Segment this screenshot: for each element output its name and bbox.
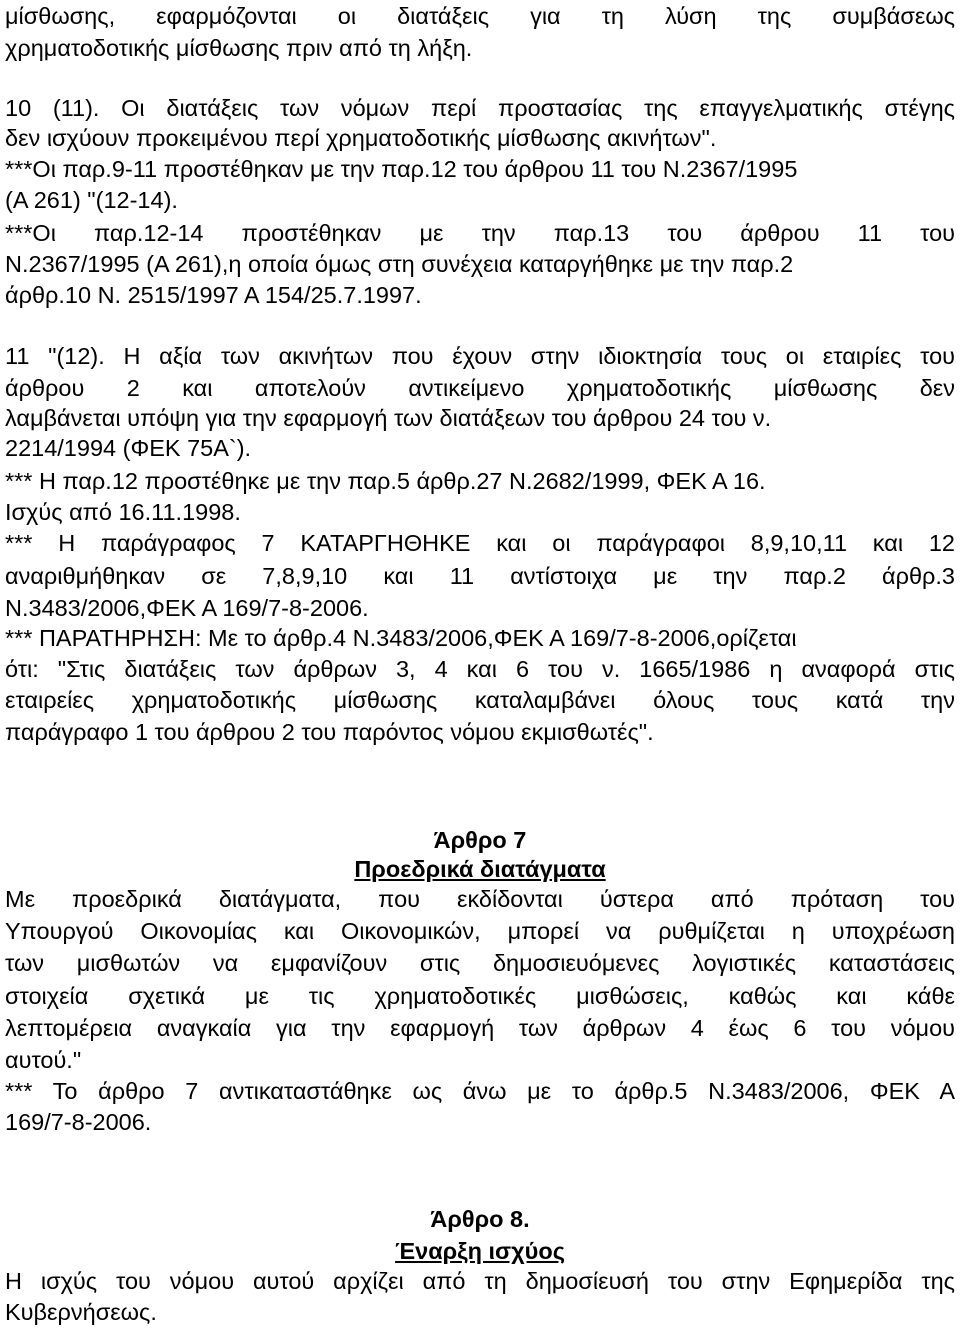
text-line: *** ΠΑΡΑΤΗΡΗΣΗ: Με το άρθρ.4 Ν.3483/2006,ΦΕΚ Α 169/7-8-2006,ορίζεται [5,625,797,651]
text-line: λαμβάνεται υπόψη για την εφαρμογή των διατάξεων του άρθρου 24 του ν. [5,405,772,431]
article-7-heading: Άρθρο 7 [433,827,527,853]
text-line: 169/7-8-2006. [5,1109,152,1135]
article-7-title-text: Προεδρικά διατάγματα [354,856,606,882]
text-line: Κυβερνήσεως. [5,1299,157,1325]
text-line: αναριθμήθηκαν σε 7,8,9,10 και 11 αντίστοιχα με την παρ.2 άρθρ.3 [5,563,955,589]
article-7-title [5,853,955,885]
text-line: Ισχύς από 16.11.1998. [5,499,241,525]
article-8-title-text: Έναρξη ισχύος [395,1238,565,1264]
text-line: Η ισχύς του νόμου αυτού αρχίζει από τη δημοσίευσή του στην Εφημερίδα της [5,1268,955,1294]
text-line: Ν.3483/2006,ΦΕΚ Α 169/7-8-2006. [5,595,369,621]
text-line: δεν ισχύουν προκειμένου περί χρηματοδοτικής μίσθωσης ακινήτων". [5,125,717,151]
text-line: *** Η παράγραφος 7 ΚΑΤΑΡΓΗΘΗΚΕ και οι παράγραφοι 8,9,10,11 και 12 [5,530,955,556]
article-8-heading: Άρθρο 8. [430,1206,530,1232]
text-line: ***Οι παρ.9-11 προστέθηκαν με την παρ.12 του άρθρου 11 του Ν.2367/1995 [5,156,798,182]
text-line: ***Οι παρ.12-14 προστέθηκαν με την παρ.13 του άρθρου 11 του [5,220,955,246]
text-line: Ν.2367/1995 (Α 261),η οποία όμως στη συνέχεια καταργήθηκε με την παρ.2 [5,251,794,277]
text-line: εταιρείες χρηματοδοτικής μίσθωσης καταλαμβάνει όλους τους κατά την [5,687,955,713]
text-line: Υπουργού Οικονομίας και Οικονομικών, μπορεί να ρυθμίζεται η υποχρέωση [5,918,955,944]
text-line: Με προεδρικά διατάγματα, που εκδίδονται ύστερα από πρόταση του [5,886,955,912]
text-line: των μισθωτών να εμφανίζουν στις δημοσιευόμενες λογιστικές καταστάσεις [5,950,955,976]
text-line: (Α 261) "(12-14). [5,187,178,213]
text-line: αυτού." [5,1047,82,1073]
article-8-title [5,1235,955,1267]
text-line: άρθρ.10 Ν. 2515/1997 Α 154/25.7.1997. [5,282,422,308]
text-line: άρθρου 2 και αποτελούν αντικείμενο χρηματοδοτικής μίσθωσης δεν [5,375,955,401]
text-line: παράγραφο 1 του άρθρου 2 του παρόντος νόμου εκμισθωτές". [5,719,654,745]
text-line: 11 "(12). Η αξία των ακινήτων που έχουν στην ιδιοκτησία τους οι εταιρίες του [5,343,955,369]
text-line: *** Η παρ.12 προστέθηκε με την παρ.5 άρθρ.27 Ν.2682/1999, ΦΕΚ Α 16. [5,468,766,494]
text-line: *** Το άρθρο 7 αντικαταστάθηκε ως άνω με το άρθρ.5 Ν.3483/2006, ΦΕΚ Α [5,1078,955,1104]
text-line: στοιχεία σχετικά με τις χρηματοδοτικές μισθώσεις, καθώς και κάθε [5,983,955,1009]
text-line: χρηματοδοτικής μίσθωσης πριν από τη λήξη. [5,35,473,61]
text-line: 2214/1994 (ΦΕΚ 75Α`). [5,435,252,461]
text-line: λεπτομέρεια αναγκαία για την εφαρμογή των άρθρων 4 έως 6 του νόμου [5,1015,955,1041]
text-line: μίσθωσης, εφαρμόζονται οι διατάξεις για τη λύση της συμβάσεως [5,3,955,29]
text-line: ότι: "Στις διατάξεις των άρθρων 3, 4 και 6 του ν. 1665/1986 η αναφορά στις [5,656,955,682]
text-line: 10 (11). Οι διατάξεις των νόμων περί προστασίας της επαγγελματικής στέγης [5,95,955,121]
